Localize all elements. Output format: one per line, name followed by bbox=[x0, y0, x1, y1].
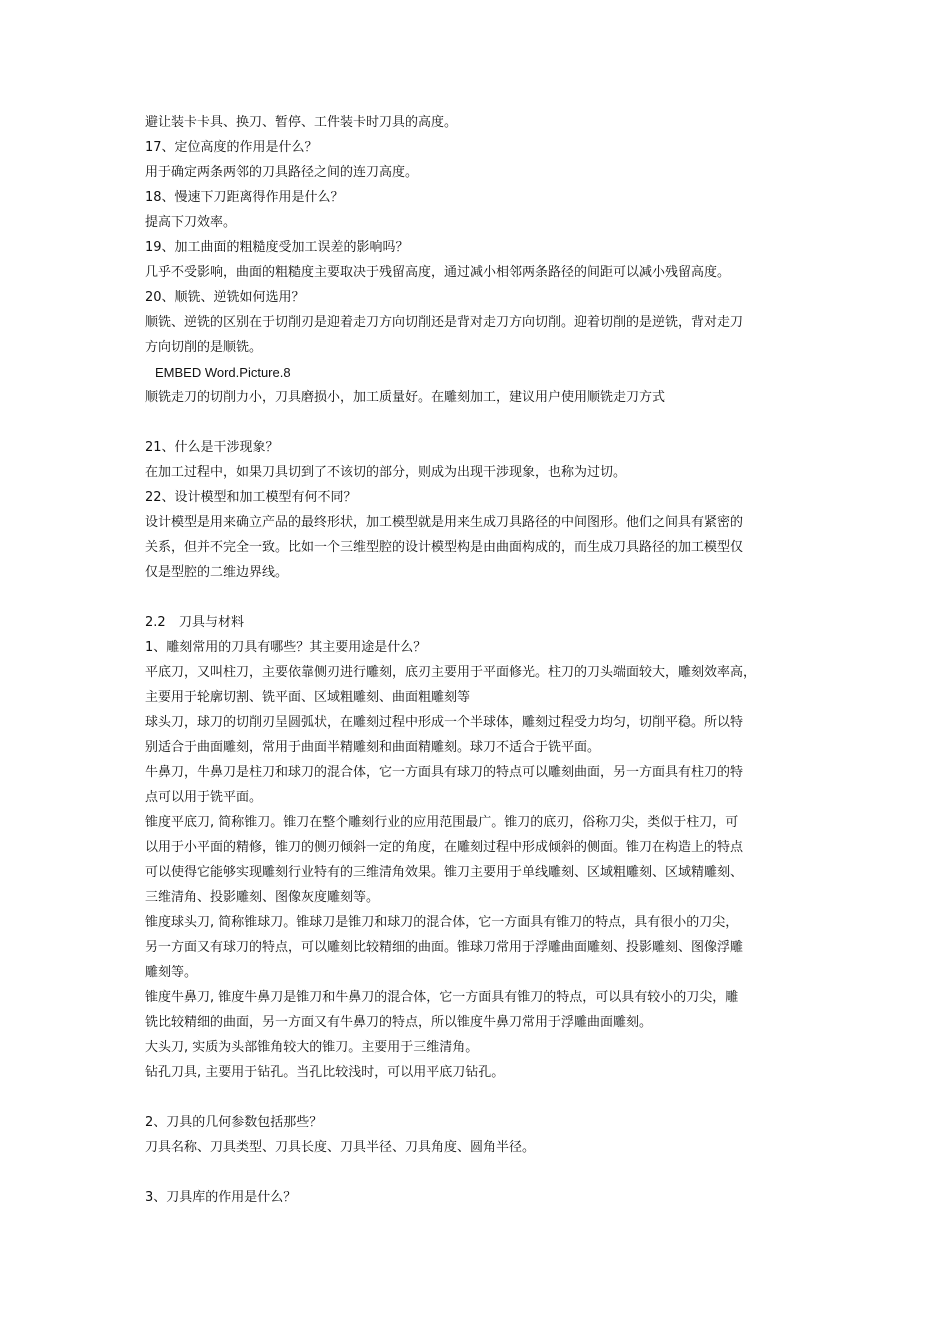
question-heading: 19、加工曲面的粗糙度受加工误差的影响吗？ bbox=[145, 240, 409, 255]
question-heading: 21、什么是干涉现象？ bbox=[145, 440, 279, 455]
question-heading: 18、慢速下刀距离得作用是什么？ bbox=[145, 190, 344, 205]
paragraph-line: 锥度球头刀, 简称锥球刀。锥球刀是锥刀和球刀的混合体，它一方面具有锥刀的特点，具有很小的刀尖， bbox=[145, 915, 739, 930]
paragraph bbox=[145, 1035, 825, 1060]
paragraph-line: 刀具名称、刀具类型、刀具长度、刀具半径、刀具角度、圆角半径。 bbox=[145, 1140, 536, 1155]
paragraph-line: 三维清角、投影雕刻、图像灰度雕刻等。 bbox=[145, 890, 380, 905]
paragraph-line: 用于确定两条两邻的刀具路径之间的连刀高度。 bbox=[145, 165, 419, 180]
question-heading: 17、定位高度的作用是什么？ bbox=[145, 140, 318, 155]
paragraph-line: 主要用于轮廓切割、铣平面、区域粗雕刻、曲面粗雕刻等 bbox=[145, 690, 471, 705]
section-number: 2.2 bbox=[145, 615, 166, 630]
embed-field-code: EMBED Word.Picture.8 bbox=[155, 365, 291, 380]
paragraph bbox=[145, 460, 825, 485]
paragraph-line: 球头刀，球刀的切削刃呈圆弧状，在雕刻过程中形成一个半球体，雕刻过程受力均匀，切削平稳。所以特 bbox=[145, 715, 744, 730]
paragraph-line: 设计模型是用来确立产品的最终形状，加工模型就是用来生成刀具路径的中间图形。他们之间具有紧密的 bbox=[145, 515, 744, 530]
paragraph bbox=[145, 310, 825, 360]
paragraph bbox=[145, 910, 825, 985]
paragraph-line: 几乎不受影响，曲面的粗糙度主要取决于残留高度，通过减小相邻两条路径的间距可以减小残留高度。 bbox=[145, 265, 731, 280]
paragraph-line: 雕刻等。 bbox=[145, 965, 198, 980]
section-title: 刀具与材料 bbox=[179, 615, 245, 630]
paragraph-line: 大头刀, 实质为头部锥角较大的锥刀。主要用于三维清角。 bbox=[145, 1040, 479, 1055]
paragraph-line: 另一方面又有球刀的特点，可以雕刻比较精细的曲面。锥球刀常用于浮雕曲面雕刻、投影雕刻、图像浮雕 bbox=[145, 940, 744, 955]
paragraph bbox=[145, 985, 825, 1035]
paragraph bbox=[145, 260, 825, 285]
question-heading: 3、刀具库的作用是什么？ bbox=[145, 1190, 297, 1205]
paragraph-line: 别适合于曲面雕刻，常用于曲面半精雕刻和曲面精雕刻。球刀不适合于铣平面。 bbox=[145, 740, 601, 755]
question-heading: 20、顺铣、逆铣如何选用？ bbox=[145, 290, 305, 305]
question-heading: 1、雕刻常用的刀具有哪些？其主要用途是什么？ bbox=[145, 640, 427, 655]
paragraph-line: 在加工过程中，如果刀具切到了不该切的部分，则成为出现干涉现象，也称为过切。 bbox=[145, 465, 627, 480]
paragraph bbox=[145, 760, 825, 810]
paragraph bbox=[145, 810, 825, 910]
document-body bbox=[145, 110, 825, 1210]
paragraph-line: 可以使得它能够实现雕刻行业特有的三维清角效果。锥刀主要用于单线雕刻、区域粗雕刻、区域精雕刻、 bbox=[145, 865, 744, 880]
paragraph-line: 仅是型腔的二维边界线。 bbox=[145, 565, 289, 580]
question-heading: 22、设计模型和加工模型有何不同？ bbox=[145, 490, 357, 505]
paragraph-line: 方向切削的是顺铣。 bbox=[145, 340, 263, 355]
blank-line bbox=[145, 1160, 825, 1185]
section-heading bbox=[145, 610, 825, 635]
paragraph-line: 关系，但并不完全一致。比如一个三维型腔的设计模型构是由曲面构成的，而生成刀具路径的加工模型仅 bbox=[145, 540, 744, 555]
paragraph-line: 顺铣走刀的切削力小，刀具磨损小，加工质量好。在雕刻加工，建议用户使用顺铣走刀方式 bbox=[145, 390, 666, 405]
paragraph bbox=[145, 1060, 825, 1085]
paragraph bbox=[145, 510, 825, 585]
paragraph-line: 顺铣、逆铣的区别在于切削刃是迎着走刀方向切削还是背对走刀方向切削。迎着切削的是逆铣，背对走刀 bbox=[145, 315, 744, 330]
paragraph-line: 铣比较精细的曲面，另一方面又有牛鼻刀的特点，所以锥度牛鼻刀常用于浮雕曲面雕刻。 bbox=[145, 1015, 653, 1030]
paragraph-line: 钻孔刀具, 主要用于钻孔。当孔比较浅时，可以用平底刀钻孔。 bbox=[145, 1065, 505, 1080]
paragraph-line: 锥度牛鼻刀, 锥度牛鼻刀是锥刀和牛鼻刀的混合体，它一方面具有锥刀的特点，可以具有较小的刀尖，雕 bbox=[145, 990, 739, 1005]
question-heading: 2、刀具的几何参数包括那些？ bbox=[145, 1115, 323, 1130]
blank-line bbox=[145, 1085, 825, 1110]
paragraph-line: 平底刀，又叫柱刀，主要依靠侧刃进行雕刻，底刃主要用于平面修光。柱刀的刀头端面较大，雕刻效率高， bbox=[145, 665, 757, 680]
paragraph-line: 提高下刀效率。 bbox=[145, 215, 237, 230]
paragraph bbox=[145, 385, 825, 410]
paragraph bbox=[145, 1135, 825, 1160]
paragraph bbox=[145, 160, 825, 185]
blank-line bbox=[145, 410, 825, 435]
paragraph bbox=[145, 660, 825, 710]
paragraph-line: 点可以用于铣平面。 bbox=[145, 790, 263, 805]
paragraph bbox=[145, 710, 825, 760]
paragraph-line: 牛鼻刀，牛鼻刀是柱刀和球刀的混合体，它一方面具有球刀的特点可以雕刻曲面，另一方面具有柱刀的特 bbox=[145, 765, 744, 780]
paragraph bbox=[145, 110, 825, 135]
paragraph-line: 锥度平底刀, 简称锥刀。锥刀在整个雕刻行业的应用范围最广。锥刀的底刃，俗称刀尖，类似于柱刀，可 bbox=[145, 815, 739, 830]
paragraph-line: 避让装卡卡具、换刀、暂停、工件装卡时刀具的高度。 bbox=[145, 115, 458, 130]
paragraph-line: 以用于小平面的精修，锥刀的侧刃倾斜一定的角度，在雕刻过程中形成倾斜的侧面。锥刀在构造上的特点 bbox=[145, 840, 744, 855]
paragraph bbox=[145, 210, 825, 235]
blank-line bbox=[145, 585, 825, 610]
